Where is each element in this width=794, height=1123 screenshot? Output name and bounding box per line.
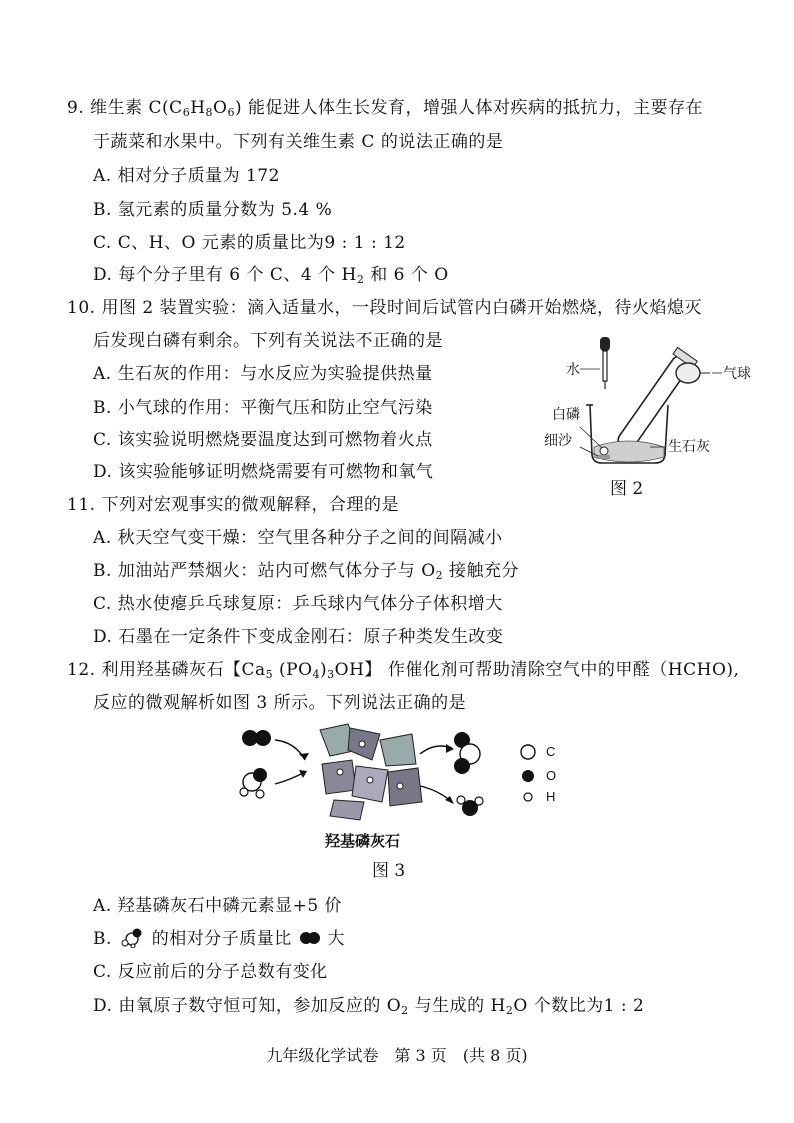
legend-c-symbol [521, 745, 535, 759]
figure-3-reaction [230, 720, 590, 860]
q12-option-b: B. 的相对分子质量比 大 [93, 929, 346, 949]
q11-option-b: B. 加油站严禁烟火：站内可燃气体分子与 $O_2$ 接触充分 [93, 561, 520, 582]
o2-atom-2 [255, 730, 271, 746]
q9-stem-line2: 于蔬菜和水果中。下列有关维生素 C 的说法正确的是 [93, 132, 504, 152]
q11-option-a: A. 秋天空气变干燥：空气里各种分子之间的间隔减小 [93, 528, 503, 548]
hcho-o [253, 768, 267, 782]
balloon [676, 363, 700, 383]
q10-option-b: B. 小气球的作用：平衡气压和防止空气污染 [93, 398, 433, 418]
catalyst-label: 羟基磷灰石 [325, 832, 401, 850]
label-quicklime: 生石灰 [668, 439, 710, 455]
legend-o-symbol [522, 770, 534, 782]
q12-stem-line2: 反应的微观解析如图 3 所示。下列说法正确的是 [93, 693, 467, 713]
label-balloon: 气球 [723, 366, 751, 382]
legend-o-label: O [546, 768, 557, 783]
figure-2-caption: 图 2 [610, 479, 644, 499]
q9-option-a: A. 相对分子质量为 172 [93, 166, 280, 186]
q9-option-c: C. C、H、O 元素的质量比为9 : 1 : 12 [93, 233, 406, 253]
q11-option-d: D. 石墨在一定条件下变成金刚石：原子种类发生改变 [93, 627, 504, 647]
q11-option-c: C. 热水使瘪乒乓球复原：乒乓球内气体分子体积增大 [93, 594, 503, 614]
hcho-h1 [240, 788, 248, 796]
h2o-h1 [457, 796, 465, 804]
reaction-diagram [230, 720, 590, 840]
legend-c-label: C [546, 744, 556, 759]
figure-2-apparatus [540, 335, 760, 505]
hcho-molecule-icon [118, 928, 146, 948]
q10-stem-line2: 后发现白磷有剩余。下列有关说法不正确的是 [93, 331, 443, 351]
q12-option-d: D. 由氧原子数守恒可知，参加反应的 $O_2$ 与生成的 $H_2O$ 个数比为1 : 2 [93, 996, 645, 1017]
co2-o2 [454, 758, 470, 774]
sand [596, 455, 610, 459]
q12-stem-line1: 12. 利用羟基磷灰石【$Ca_5$ $(PO_4)_3OH$】 作催化剂可帮助清除空气中的甲醛（HCHO), [67, 660, 740, 681]
q10-stem-line1: 10. 用图 2 装置实验：滴入适量水，一段时间后试管内白磷开始燃烧，待火焰熄灭 [67, 298, 703, 318]
legend-h-label: H [546, 789, 556, 804]
hcho-h2 [256, 790, 264, 798]
q10-option-d: D. 该实验能够证明燃烧需要有可燃物和氧气 [93, 462, 434, 482]
q9-option-d: D. 每个分子里有 6 个 C、4 个 $H_2$ 和 6 个 O [93, 265, 449, 286]
label-water: 水 [566, 362, 580, 378]
white-phosphorus [600, 447, 608, 455]
q10-option-c: C. 该实验说明燃烧要温度达到可燃物着火点 [93, 430, 433, 450]
q12-option-a: A. 羟基磷灰石中磷元素显+5 价 [93, 896, 343, 916]
figure-3-caption: 图 3 [372, 861, 406, 881]
catalyst-cluster [320, 724, 422, 820]
q12-option-c: C. 反应前后的分子总数有变化 [93, 962, 328, 982]
dropper-tube [603, 351, 607, 381]
page-footer: 九年级化学试卷 第 3 页 (共 8 页) [266, 1046, 528, 1065]
q10-option-a: A. 生石灰的作用：与水反应为实验提供热量 [93, 364, 433, 384]
label-white-phosphorus: 白磷 [552, 407, 580, 423]
label-sand: 细沙 [544, 433, 572, 449]
q9-stem-line1: 9. 维生素 $C(C_6H_8O_6)$ 能促进人体生长发育，增强人体对疾病的抵抗力，主要存在 [67, 98, 703, 119]
q11-stem: 11. 下列对宏观事实的微观解释，合理的是 [67, 495, 399, 515]
q9-option-b: B. 氢元素的质量分数为 5.4 % [93, 200, 333, 220]
legend-h-symbol [524, 793, 532, 801]
h2o-h2 [475, 797, 483, 805]
o2-molecule-icon [298, 930, 322, 946]
dropper-bulb [600, 337, 610, 351]
